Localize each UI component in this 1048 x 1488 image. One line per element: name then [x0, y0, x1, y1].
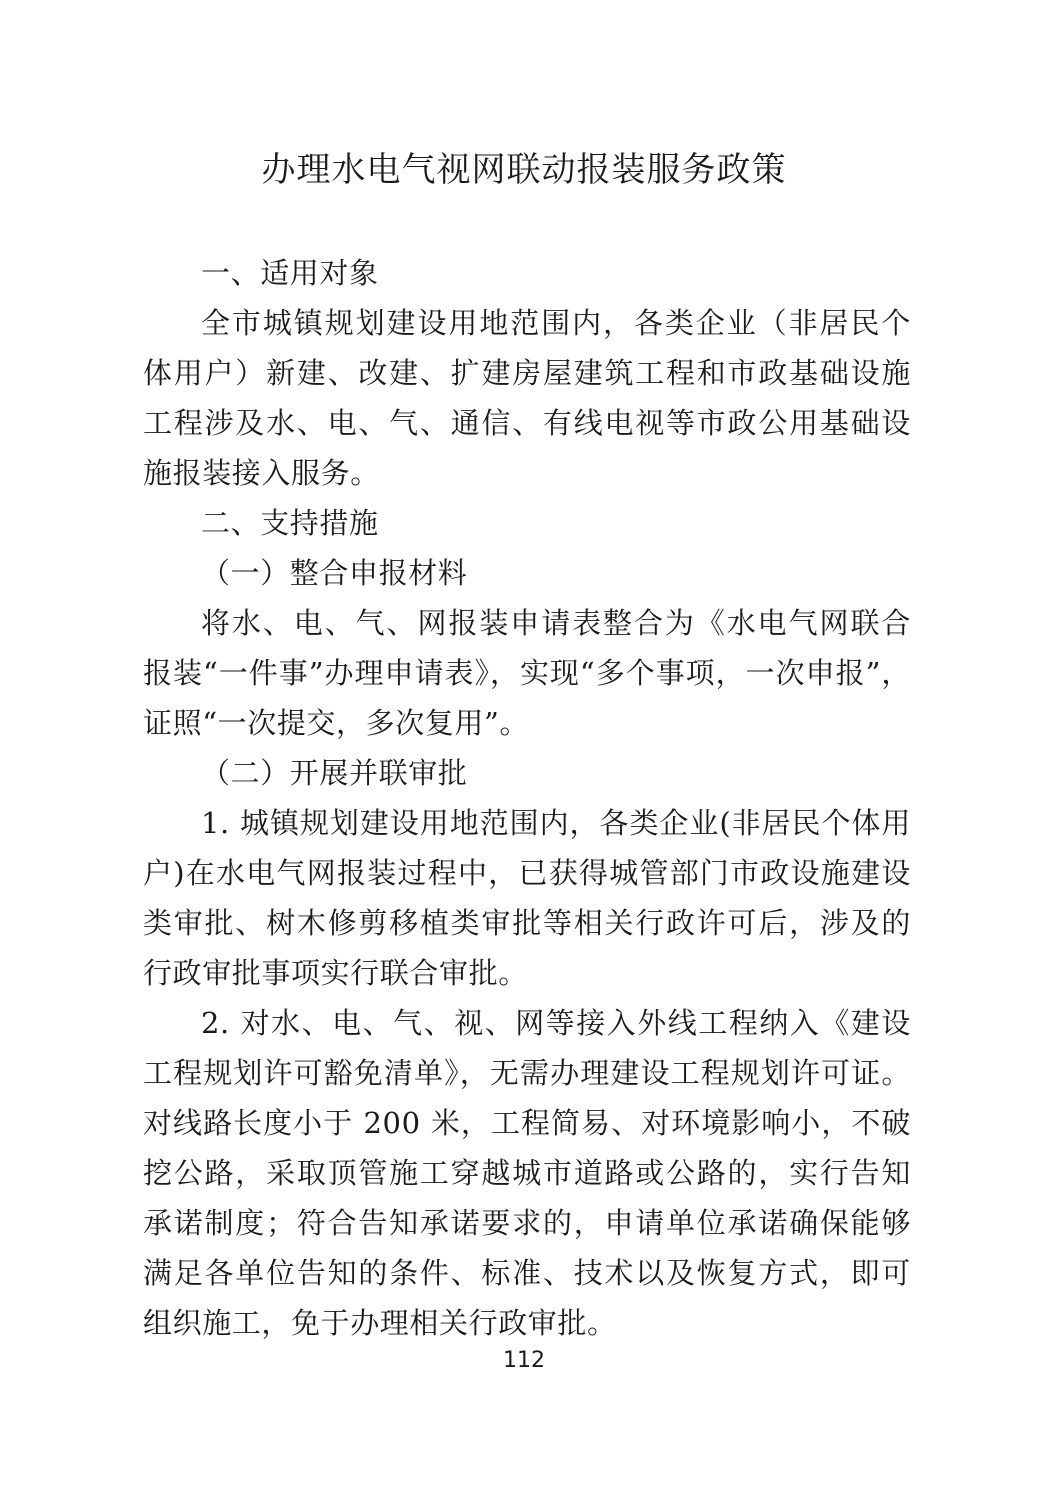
- subheading-integrate-materials: （一）整合申报材料: [201, 556, 468, 590]
- heading-applicable-objects: 一、适用对象: [201, 256, 379, 290]
- paragraph-parallel-approval-1: 1. 城镇规划建设用地范围内，各类企业(非居民个体用户)在水电气网报装过程中，已获得城管部门市政设施建设类审批、树木修剪移植类审批等相关行政许可后，涉及的行政审批事项实行联合审批。: [143, 806, 911, 990]
- paragraph-parallel-approval-2: 2. 对水、电、气、视、网等接入外线工程纳入《建设工程规划许可豁免清单》，无需办理建设工程规划许可证。对线路长度小于 200 米，工程简易、对环境影响小，不破挖公路，采取顶管施工穿越城市道路或公路的，实行告知承诺制度；符合告知承诺要求的，申请单位承诺确保能够满足各单位告知的条件、标准、技术以及恢复方式，即可组织施工，免于办理相关行政审批。: [143, 1006, 911, 1340]
- subheading-parallel-approval: （二）开展并联审批: [201, 756, 468, 790]
- heading-support-measures: 二、支持措施: [201, 506, 379, 540]
- paragraph-applicable-scope: 全市城镇规划建设用地范围内，各类企业（非居民个体用户）新建、改建、扩建房屋建筑工程和市政基础设施工程涉及水、电、气、通信、有线电视等市政公用基础设施报装接入服务。: [143, 306, 911, 490]
- document-title: 办理水电气视网联动报装服务政策: [261, 150, 787, 190]
- document-body: [143, 248, 911, 1348]
- page-number: 112: [503, 1348, 545, 1373]
- paragraph-integrate-materials: 将水、电、气、网报装申请表整合为《水电气网联合报装“一件事”办理申请表》，实现“多个事项，一次申报”，证照“一次提交，多次复用”。: [143, 606, 911, 740]
